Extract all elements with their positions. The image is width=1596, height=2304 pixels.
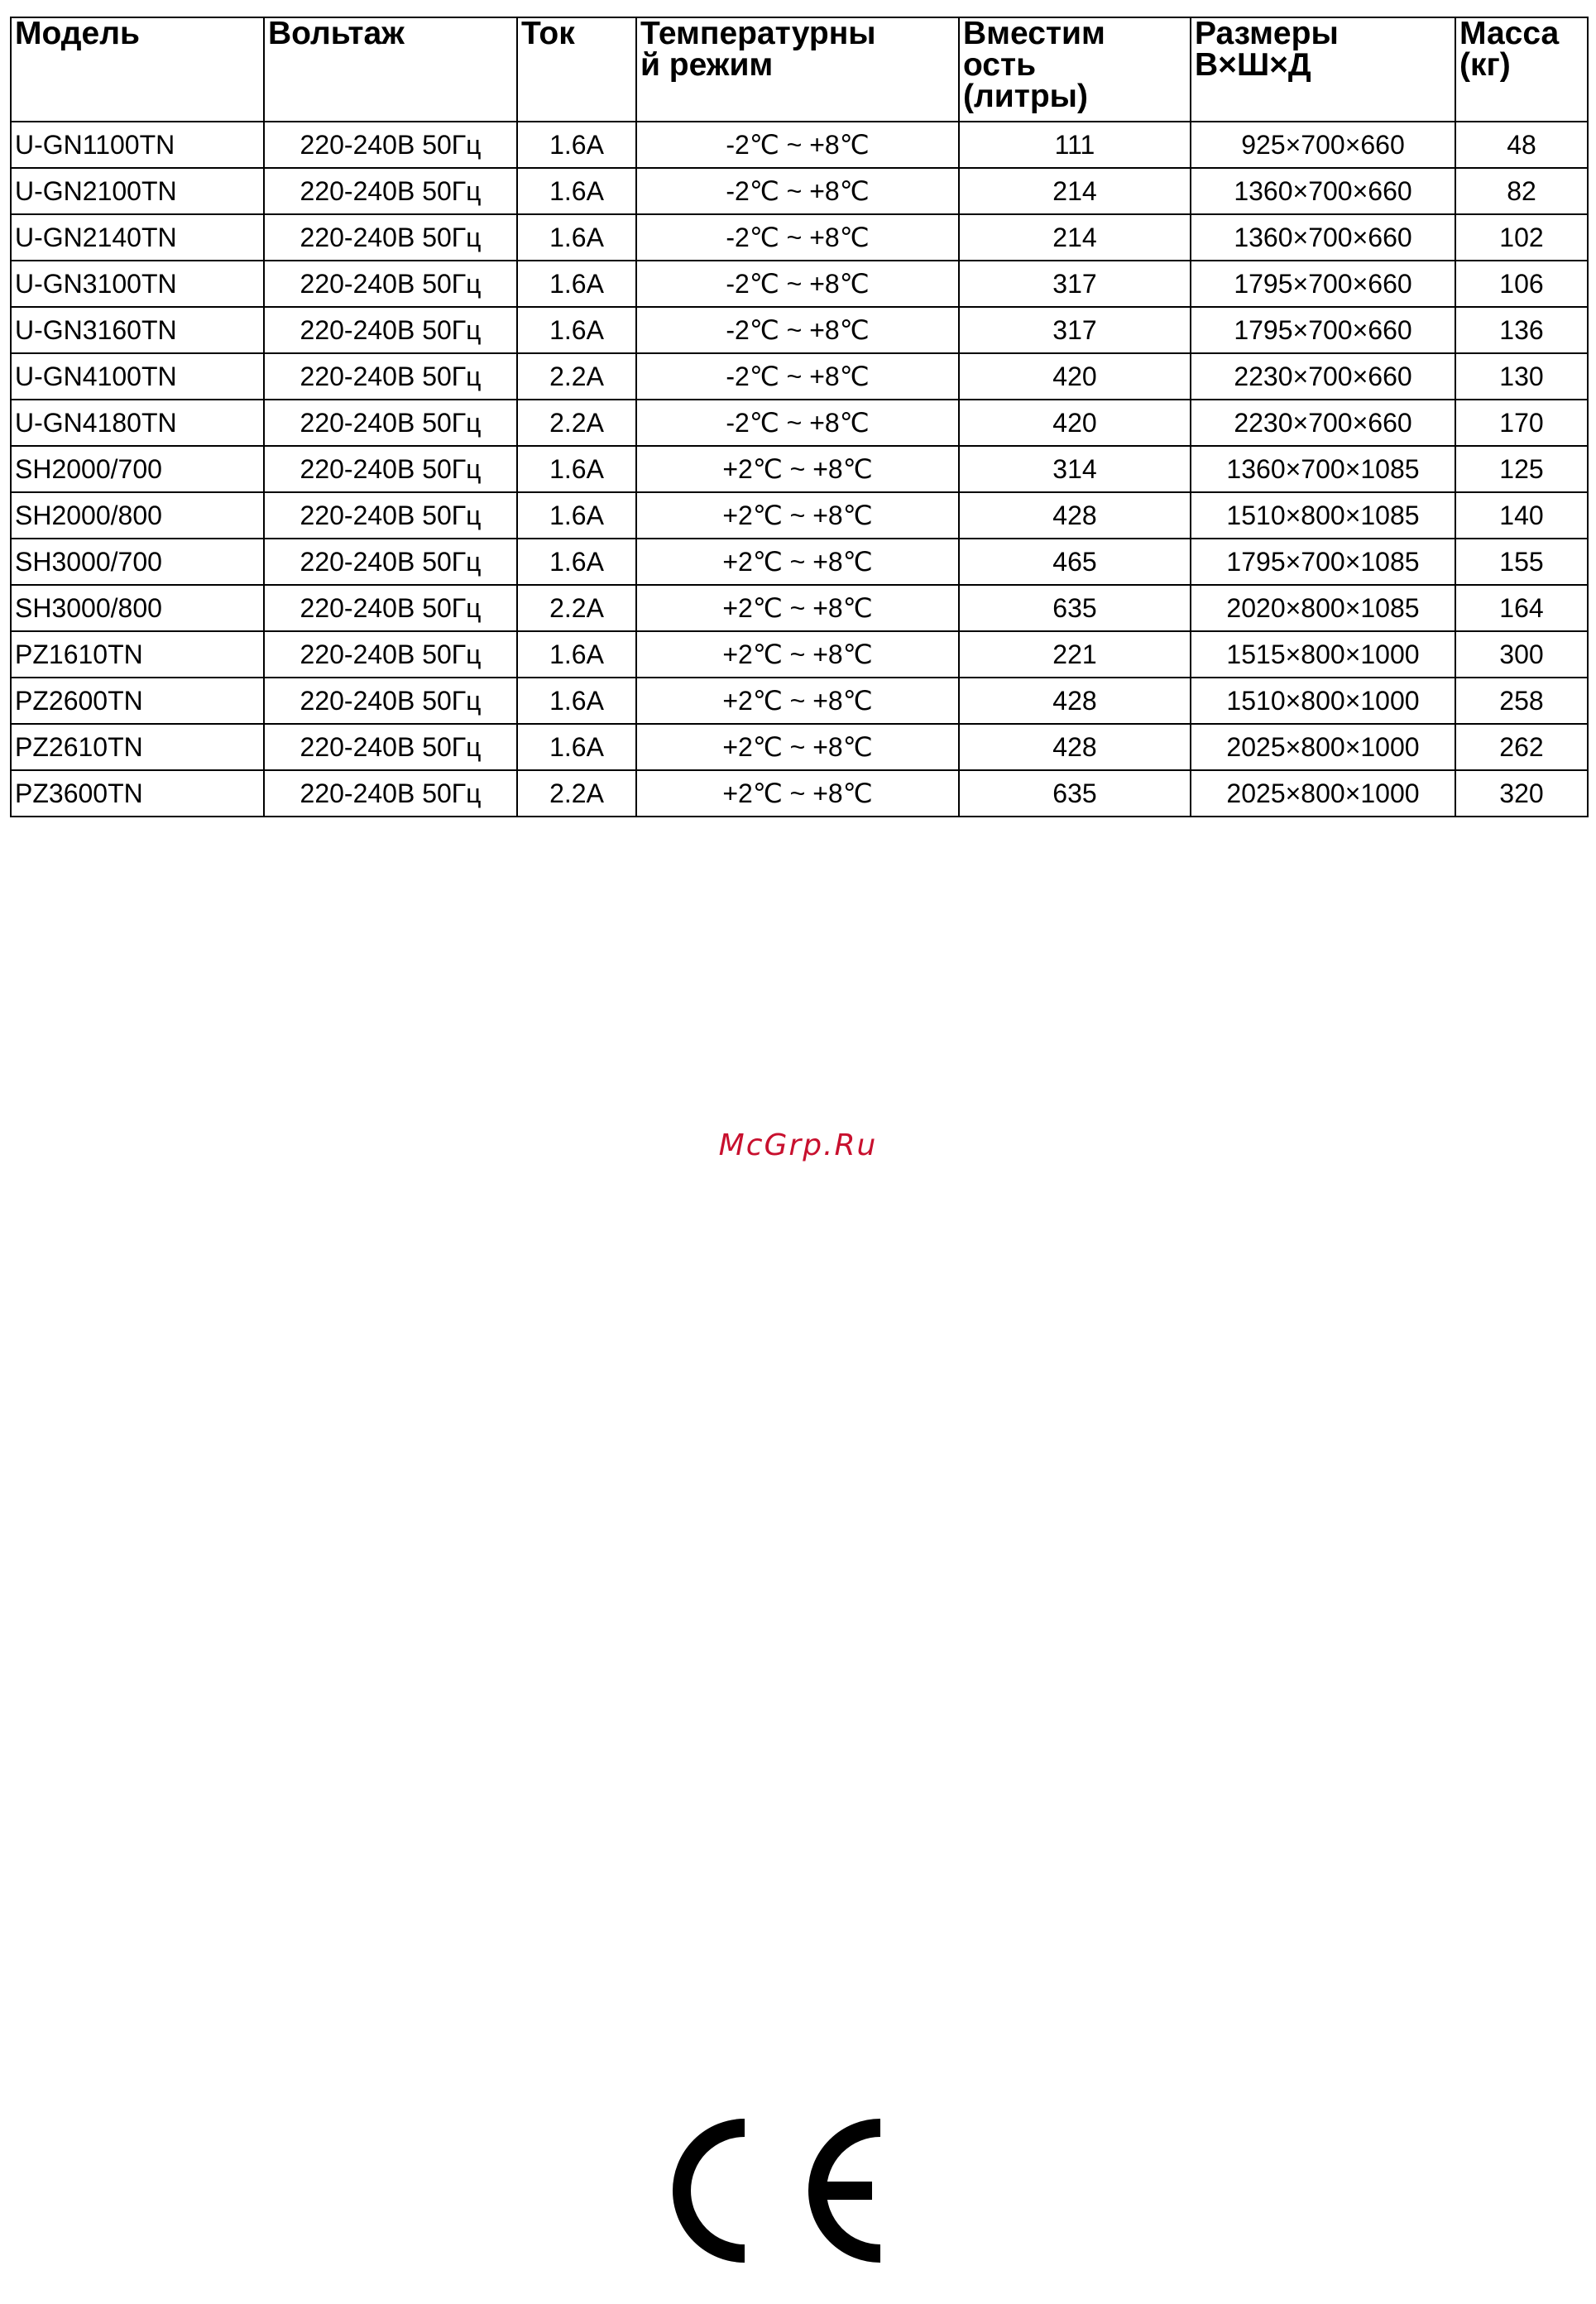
table-row xyxy=(11,539,1588,585)
table-cell: -2℃ ~ +8℃ xyxy=(636,261,959,307)
table-row xyxy=(11,214,1588,261)
table-cell: 220-240В 50Гц xyxy=(264,307,517,353)
table-cell: 465 xyxy=(959,539,1191,585)
cell-model: PZ1610TN xyxy=(11,631,264,678)
cell-model: SH3000/700 xyxy=(11,539,264,585)
table-cell: 1.6А xyxy=(517,446,636,492)
table-cell: 220-240В 50Гц xyxy=(264,446,517,492)
table-row xyxy=(11,307,1588,353)
table-cell: -2℃ ~ +8℃ xyxy=(636,353,959,400)
table-cell: 428 xyxy=(959,678,1191,724)
table-cell: 125 xyxy=(1455,446,1588,492)
table-cell: 82 xyxy=(1455,168,1588,214)
table-cell: 1510×800×1000 xyxy=(1191,678,1455,724)
table-cell: 2025×800×1000 xyxy=(1191,724,1455,770)
table-cell: 220-240В 50Гц xyxy=(264,631,517,678)
cell-model: U-GN3160TN xyxy=(11,307,264,353)
table-cell: 220-240В 50Гц xyxy=(264,585,517,631)
cell-model: SH2000/800 xyxy=(11,492,264,539)
table-cell: 635 xyxy=(959,585,1191,631)
table-cell: 221 xyxy=(959,631,1191,678)
table-cell: +2℃ ~ +8℃ xyxy=(636,585,959,631)
table-cell: 102 xyxy=(1455,214,1588,261)
spec-table xyxy=(10,17,1589,817)
table-cell: 1.6А xyxy=(517,122,636,168)
header-mass: Масса (кг) xyxy=(1455,17,1588,122)
table-cell: 164 xyxy=(1455,585,1588,631)
cell-model: PZ2600TN xyxy=(11,678,264,724)
table-row xyxy=(11,585,1588,631)
cell-model: U-GN1100TN xyxy=(11,122,264,168)
table-body xyxy=(11,122,1588,817)
table-cell: 140 xyxy=(1455,492,1588,539)
cell-model: U-GN2140TN xyxy=(11,214,264,261)
table-row xyxy=(11,400,1588,446)
table-cell: 317 xyxy=(959,307,1191,353)
table-row xyxy=(11,122,1588,168)
table-cell: 1795×700×660 xyxy=(1191,261,1455,307)
table-row xyxy=(11,631,1588,678)
table-cell: 1.6А xyxy=(517,307,636,353)
cell-model: U-GN2100TN xyxy=(11,168,264,214)
table-cell: 220-240В 50Гц xyxy=(264,122,517,168)
table-cell: 1795×700×660 xyxy=(1191,307,1455,353)
table-cell: 1.6А xyxy=(517,631,636,678)
table-cell: +2℃ ~ +8℃ xyxy=(636,678,959,724)
table-cell: 262 xyxy=(1455,724,1588,770)
table-row xyxy=(11,261,1588,307)
table-cell: 2020×800×1085 xyxy=(1191,585,1455,631)
cell-model: U-GN3100TN xyxy=(11,261,264,307)
ce-letter-e-bar xyxy=(817,2182,872,2200)
table-header-row xyxy=(11,17,1588,122)
table-cell: +2℃ ~ +8℃ xyxy=(636,446,959,492)
table-cell: 258 xyxy=(1455,678,1588,724)
table-cell: -2℃ ~ +8℃ xyxy=(636,400,959,446)
table-cell: 214 xyxy=(959,168,1191,214)
table-cell: 2230×700×660 xyxy=(1191,400,1455,446)
table-cell: 130 xyxy=(1455,353,1588,400)
cell-model: PZ3600TN xyxy=(11,770,264,817)
table-row xyxy=(11,446,1588,492)
ce-letter-c xyxy=(682,2128,745,2254)
table-cell: 1360×700×1085 xyxy=(1191,446,1455,492)
table-cell: 220-240В 50Гц xyxy=(264,353,517,400)
table-cell: 106 xyxy=(1455,261,1588,307)
table-cell: +2℃ ~ +8℃ xyxy=(636,631,959,678)
table-cell: -2℃ ~ +8℃ xyxy=(636,307,959,353)
table-cell: 220-240В 50Гц xyxy=(264,214,517,261)
table-cell: 220-240В 50Гц xyxy=(264,168,517,214)
table-cell: 1.6А xyxy=(517,261,636,307)
table-cell: -2℃ ~ +8℃ xyxy=(636,168,959,214)
table-cell: +2℃ ~ +8℃ xyxy=(636,539,959,585)
table-cell: 1.6А xyxy=(517,539,636,585)
table-cell: 314 xyxy=(959,446,1191,492)
table-cell: 220-240В 50Гц xyxy=(264,492,517,539)
table-cell: 1.6А xyxy=(517,724,636,770)
table-row xyxy=(11,492,1588,539)
table-cell: +2℃ ~ +8℃ xyxy=(636,770,959,817)
table-cell: -2℃ ~ +8℃ xyxy=(636,122,959,168)
table-cell: 1.6А xyxy=(517,678,636,724)
table-cell: 420 xyxy=(959,400,1191,446)
table-cell: 1510×800×1085 xyxy=(1191,492,1455,539)
table-cell: 136 xyxy=(1455,307,1588,353)
table-row xyxy=(11,353,1588,400)
table-cell: 214 xyxy=(959,214,1191,261)
table-cell: 2.2А xyxy=(517,585,636,631)
table-cell: 320 xyxy=(1455,770,1588,817)
table-cell: 1.6А xyxy=(517,492,636,539)
table-cell: 2.2А xyxy=(517,353,636,400)
cell-model: PZ2610TN xyxy=(11,724,264,770)
table-row xyxy=(11,770,1588,817)
table-cell: 2.2А xyxy=(517,400,636,446)
header-dimensions: Размеры В×Ш×Д xyxy=(1191,17,1455,122)
header-voltage: Вольтаж xyxy=(264,17,517,122)
table-cell: 1.6А xyxy=(517,168,636,214)
header-temperature: Температурны й режим xyxy=(636,17,959,122)
table-cell: 428 xyxy=(959,492,1191,539)
table-cell: 220-240В 50Гц xyxy=(264,678,517,724)
table-row xyxy=(11,678,1588,724)
table-cell: +2℃ ~ +8℃ xyxy=(636,724,959,770)
table-cell: +2℃ ~ +8℃ xyxy=(636,492,959,539)
table-cell: 220-240В 50Гц xyxy=(264,539,517,585)
table-cell: 300 xyxy=(1455,631,1588,678)
table-cell: 220-240В 50Гц xyxy=(264,261,517,307)
table-cell: 220-240В 50Гц xyxy=(264,400,517,446)
table-cell: 48 xyxy=(1455,122,1588,168)
table-cell: 155 xyxy=(1455,539,1588,585)
cell-model: SH3000/800 xyxy=(11,585,264,631)
header-current: Ток xyxy=(517,17,636,122)
table-cell: 2.2А xyxy=(517,770,636,817)
table-cell: 1360×700×660 xyxy=(1191,168,1455,214)
cell-model: SH2000/700 xyxy=(11,446,264,492)
table-cell: -2℃ ~ +8℃ xyxy=(636,214,959,261)
watermark: McGrp.Ru xyxy=(718,1128,878,1162)
table-cell: 220-240В 50Гц xyxy=(264,770,517,817)
table-cell: 428 xyxy=(959,724,1191,770)
table-cell: 1795×700×1085 xyxy=(1191,539,1455,585)
table-cell: 170 xyxy=(1455,400,1588,446)
table-cell: 1360×700×660 xyxy=(1191,214,1455,261)
table-cell: 2230×700×660 xyxy=(1191,353,1455,400)
table-row xyxy=(11,168,1588,214)
table-row xyxy=(11,724,1588,770)
cell-model: U-GN4100TN xyxy=(11,353,264,400)
table-cell: 420 xyxy=(959,353,1191,400)
table-cell: 635 xyxy=(959,770,1191,817)
ce-mark-icon xyxy=(664,2108,887,2273)
table-cell: 2025×800×1000 xyxy=(1191,770,1455,817)
table-cell: 220-240В 50Гц xyxy=(264,724,517,770)
table-cell: 111 xyxy=(959,122,1191,168)
header-model: Модель xyxy=(11,17,264,122)
cell-model: U-GN4180TN xyxy=(11,400,264,446)
table-cell: 1.6А xyxy=(517,214,636,261)
table-cell: 925×700×660 xyxy=(1191,122,1455,168)
table-cell: 317 xyxy=(959,261,1191,307)
header-capacity: Вместим ость (литры) xyxy=(959,17,1191,122)
table-cell: 1515×800×1000 xyxy=(1191,631,1455,678)
